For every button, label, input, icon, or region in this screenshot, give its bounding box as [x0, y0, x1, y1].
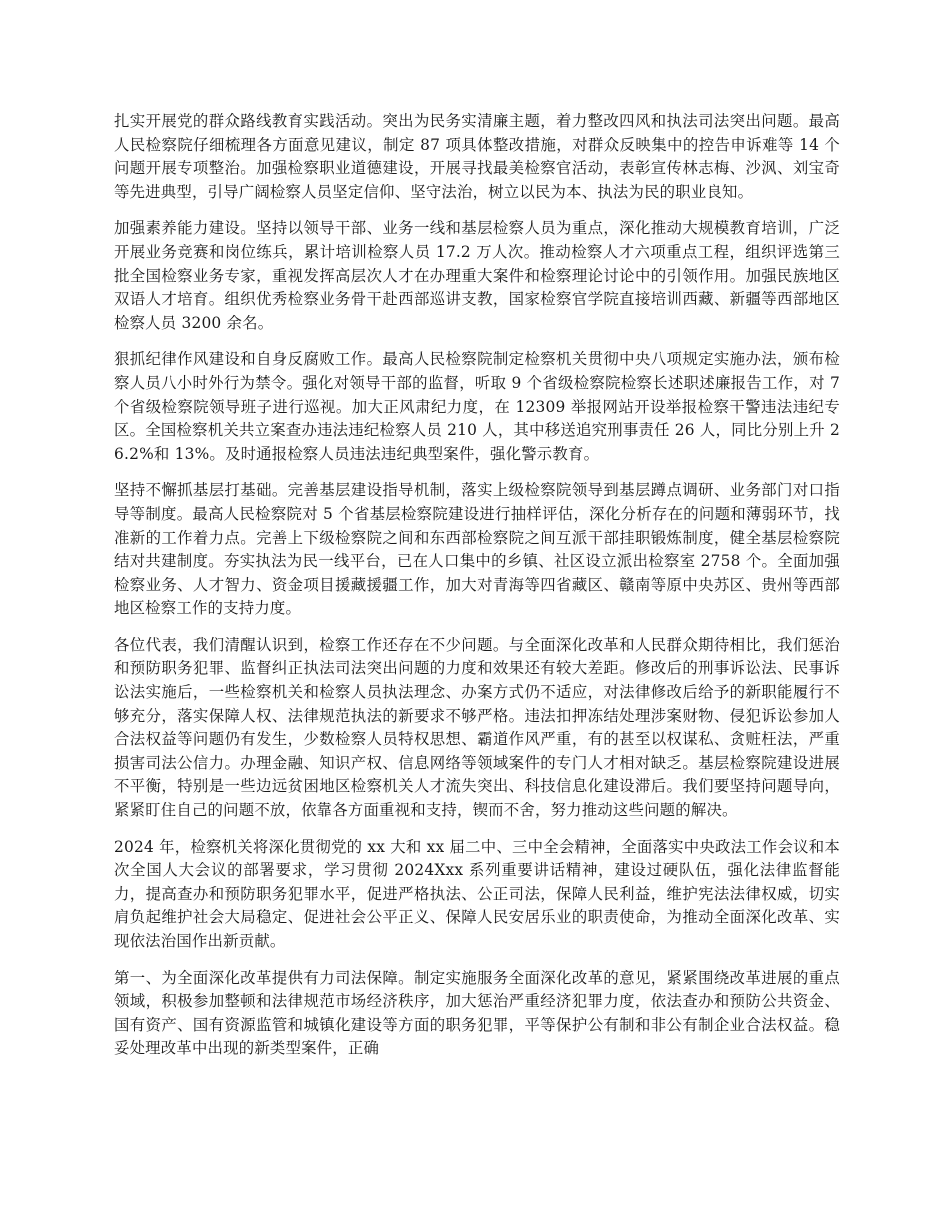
paragraph: 扎实开展党的群众路线教育实践活动。突出为民务实清廉主题，着力整改四风和执法司法突出问题。最高人民检察院仔细梳理各方面意见建议，制定 87 项具体整改措施，对群众反映集中的控告申诉难等 14 个问题开展专项整治。加强检察职业道德建设，开展寻找最美检察官活动，表彰宣传林志梅、沙沨、刘宝奇等先进典型，引导广阔检察人员坚定信仰、坚守法治，树立以民为本、执法为民的职业良知。 [114, 112, 840, 201]
paragraph: 各位代表，我们清醒认识到，检察工作还存在不少问题。与全面深化改革和人民群众期待相比，我们惩治和预防职务犯罪、监督纠正执法司法突出问题的力度和效果还有较大差距。修改后的刑事诉讼法、民事诉讼法实施后，一些检察机关和检察人员执法理念、办案方式仍不适应，对法律修改后给予的新职能履行不够充分，落实保障人权、法律规范执法的新要求不够严格。违法扣押冻结处理涉案财物、侵犯诉讼参加人合法权益等问题仍有发生，少数检察人员特权思想、霸道作风严重，有的甚至以权谋私、贪赃枉法，严重损害司法公信力。办理金融、知识产权、信息网络等领域案件的专门人才相对缺乏。基层检察院建设进展不平衡，特别是一些边远贫困地区检察机关人才流失突出、科技信息化建设滞后。我们要坚持问题导向，紧紧盯住自己的问题不放，依靠各方面重视和支持，锲而不舍，努力推动这些问题的解决。 [114, 635, 840, 820]
paragraph: 第一、为全面深化改革提供有力司法保障。制定实施服务全面深化改革的意见，紧紧围绕改革进展的重点领域，积极参加整顿和法律规范市场经济秩序，加大惩治严重经济犯罪力度，依法查办和预防公共资金、国有资产、国有资源监管和城镇化建设等方面的职务犯罪，平等保护公有制和非公有制企业合法权益。稳妥处理改革中出现的新类型案件，正确 [114, 968, 840, 1058]
paragraph: 加强素养能力建设。坚持以领导干部、业务一线和基层检察人员为重点，深化推动大规模教育培训，广泛开展业务竞赛和岗位练兵，累计培训检察人员 17.2 万人次。推动检察人才六项重点工程，组织评选第三批全国检察业务专家，重视发挥高层次人才在办理重大案件和检察理论讨论中的引领作用。加强民族地区双语人才培育。组织优秀检察业务骨干赴西部巡讲支教，国家检察官学院直接培训西藏、新疆等西部地区检察人员 3200 余名。 [114, 219, 840, 332]
paragraph: 坚持不懈抓基层打基础。完善基层建设指导机制，落实上级检察院领导到基层蹲点调研、业务部门对口指导等制度。最高人民检察院对 5 个省基层检察院建设进行抽样评估，深化分析存在的问题和薄弱环节，找准新的工作着力点。完善上下级检察院之间和东西部检察院之间互派干部挂职锻炼制度，健全基层检察院结对共建制度。夯实执法为民一线平台，已在人口集中的乡镇、社区设立派出检察室 2758 个。全面加强检察业务、人才智力、资金项目援藏援疆工作，加大对青海等四省藏区、赣南等原中央苏区、贵州等西部地区检察工作的支持力度。 [114, 481, 840, 618]
paragraph: 2024 年，检察机关将深化贯彻党的 xx 大和 xx 届二中、三中全会精神，全面落实中央政法工作会议和本次全国人大会议的部署要求，学习贯彻 2024Xxx 系列重要讲话精神，建设过硬队伍，强化法律监督能力，提高查办和预防职务犯罪水平，促进严格执法、公正司法，保障人民利益，维护宪法法律权威，切实肩负起维护社会大局稳定、促进社会公平正义、保障人民安居乐业的职责使命，为推动全面深化改革、实现依法治国作出新贡献。 [114, 837, 840, 950]
paragraph: 狠抓纪律作风建设和自身反腐败工作。最高人民检察院制定检察机关贯彻中央八项规定实施办法，颁布检察人员八小时外行为禁令。强化对领导干部的监督，听取 9 个省级检察院检察长述职述廉报告工作，对 7 个省级检察院领导班子进行巡视。加大正风肃纪力度，在 12309 举报网站开设举报检察干警违法违纪专区。全国检察机关共立案查办违法违纪检察人员 210 人，其中移送追究刑事责任 26 人，同比分别上升 26.2%和 13%。及时通报检察人员违法违纪典型案件，强化警示教育。 [114, 350, 840, 463]
